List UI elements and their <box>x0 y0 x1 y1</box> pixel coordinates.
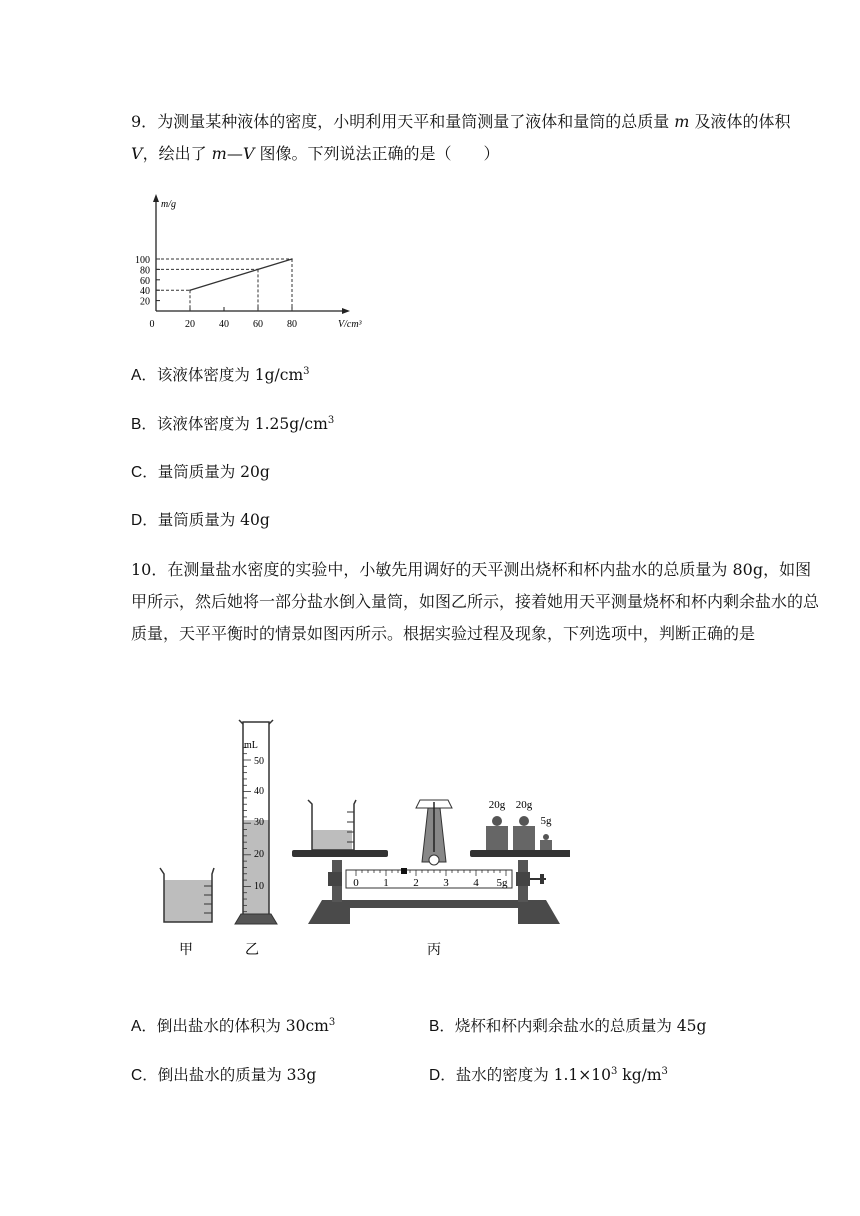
data-line <box>190 259 292 290</box>
q10-option-c[interactable] <box>131 1064 316 1087</box>
y-tick-label: 100 <box>135 255 150 266</box>
label-bing: 丙 <box>427 943 441 958</box>
question-number: 10． <box>131 560 168 579</box>
y-tick-label: 60 <box>140 275 150 287</box>
rider-label-5: 5g <box>496 877 508 889</box>
option-label: C． <box>131 1067 158 1084</box>
option-text: 该液体密度为 1g/cm <box>156 366 304 384</box>
x-tick-label: 60 <box>253 319 263 330</box>
option-label: A． <box>131 1018 157 1035</box>
beaker-jia <box>160 868 214 922</box>
cylinder-yi <box>235 720 277 924</box>
option-label: A． <box>131 367 157 384</box>
m-v-graph <box>126 192 376 338</box>
rider-label-2: 2 <box>413 877 419 889</box>
option-text: 该液体密度为 1.25g/cm <box>156 415 328 433</box>
option-label: B． <box>429 1018 455 1035</box>
cylinder-mark-30: 30 <box>254 817 264 828</box>
rider-label-0: 0 <box>353 877 359 889</box>
option-text: 烧杯和杯内剩余盐水的总质量为 45g <box>454 1017 707 1035</box>
q9-option-d[interactable] <box>131 509 270 532</box>
rider-label-1: 1 <box>383 877 389 889</box>
weight-5g <box>540 815 552 850</box>
option-text: 量筒质量为 20g <box>157 463 270 481</box>
question-text: ，绘出了 <box>142 144 212 163</box>
question-9 <box>131 106 821 170</box>
option-text: 倒出盐水的质量为 33g <box>157 1066 317 1084</box>
option-text-2: kg/m <box>617 1066 662 1084</box>
question-text: 及液体的体积 <box>689 112 791 131</box>
right-pan <box>470 850 570 857</box>
option-label: B． <box>131 416 157 433</box>
rider-label-3: 3 <box>443 877 449 889</box>
cylinder-mark-10: 10 <box>254 881 264 892</box>
origin-label: 0 <box>149 319 155 330</box>
option-sup: 3 <box>303 366 310 377</box>
label-yi: 乙 <box>245 943 259 958</box>
weight-label: 5g <box>540 815 552 827</box>
weight-label: 20g <box>515 799 533 811</box>
x-tick-label: 20 <box>185 319 195 330</box>
option-text: 盐水的密度为 1.1×10 <box>455 1066 611 1084</box>
data-point <box>291 258 293 260</box>
option-label: C． <box>131 464 158 481</box>
option-label: D． <box>131 512 158 529</box>
option-label: D． <box>429 1067 456 1084</box>
cylinder-mark-20: 20 <box>254 849 264 860</box>
option-sup: 3 <box>611 1066 618 1077</box>
q9-option-c[interactable] <box>131 461 270 484</box>
variable-v: V <box>131 144 143 163</box>
option-sup-2: 3 <box>661 1066 668 1077</box>
data-point <box>189 289 191 291</box>
cylinder-mark-40: 40 <box>254 786 264 797</box>
y-axis-label: m/g <box>161 199 176 210</box>
q9-option-a[interactable] <box>131 364 310 387</box>
variable-m: m <box>674 112 690 131</box>
weight-label: 20g <box>488 799 506 811</box>
x-tick-label: 40 <box>219 319 229 330</box>
cylinder-liquid <box>243 820 269 918</box>
cylinder-mark-50: 50 <box>254 756 264 767</box>
weight-20g-2 <box>513 799 535 850</box>
graph-axes <box>153 194 350 314</box>
x-tick-label: 80 <box>287 319 297 330</box>
cylinder-unit: mL <box>244 740 258 751</box>
x-axis-arrow <box>342 308 350 314</box>
question-text: 为测量某种液体的密度，小明利用天平和量筒测量了液体和量筒的总质量 <box>157 112 675 131</box>
graph-guides <box>156 259 292 311</box>
question-text: 在测量盐水密度的实验中，小敏先用调好的天平测出烧杯和杯内盐水的总质量为 80g，如图甲所示，然后她将一部分盐水倒入量筒，如图乙所示，接着她用天平测量烧杯和杯内剩余盐水的总质量，天平平衡时的情景如图丙所示。根据实验过程及现象，下列选项中，判断正确的是 <box>131 560 820 643</box>
q10-option-d[interactable] <box>429 1064 668 1087</box>
label-jia: 甲 <box>179 943 193 958</box>
q9-option-b[interactable] <box>131 413 334 436</box>
option-text: 倒出盐水的体积为 30cm <box>156 1017 329 1035</box>
balance-bing <box>292 799 570 924</box>
y-tick-label: 20 <box>140 296 150 308</box>
rider-scale <box>346 870 512 888</box>
left-pan <box>292 850 388 857</box>
x-axis-label: V/cm³ <box>338 319 362 330</box>
experiment-figure <box>150 712 570 962</box>
y-tick-label: 80 <box>140 265 150 277</box>
weight-20g-1 <box>486 799 508 850</box>
graph-plot <box>189 258 293 291</box>
variable-m-v: m—V <box>211 144 255 163</box>
question-text: 图像。下列说法正确的是（ ） <box>254 144 500 163</box>
option-sup: 3 <box>328 1017 336 1028</box>
rider <box>401 868 407 874</box>
q10-option-b[interactable] <box>429 1015 706 1038</box>
question-number: 9． <box>131 112 158 131</box>
left-beaker-liquid <box>312 830 352 850</box>
option-text: 量筒质量为 40g <box>157 511 270 529</box>
q10-option-a[interactable] <box>131 1015 335 1038</box>
y-tick-label: 40 <box>140 286 150 298</box>
data-point <box>257 269 259 271</box>
rider-label-4: 4 <box>473 877 479 889</box>
question-10 <box>131 554 821 650</box>
y-axis-arrow <box>153 194 159 202</box>
option-sup: 3 <box>327 415 335 426</box>
